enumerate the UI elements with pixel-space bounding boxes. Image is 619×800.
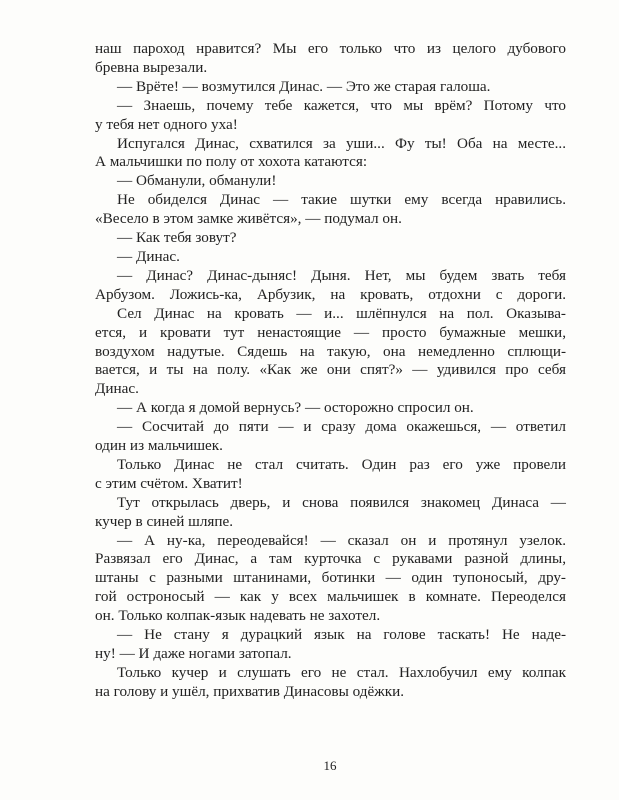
text-line: — Динас. — [117, 247, 180, 265]
text-line: один из мальчишек. — [95, 437, 223, 455]
text-line: — Динас? Динас-дыняс! Дыня. Нет, мы будем звать тебя — [117, 266, 566, 284]
text-line: наш пароход нравится? Мы его только что из целого дубового — [95, 40, 566, 57]
text-line: он. Только колпак-язык надевать не захотел. — [95, 607, 381, 625]
text-line: с этим счётом. Хватит! — [95, 474, 243, 492]
text-line: Динас. — [95, 380, 139, 398]
text-line: кучер в синей шляпе. — [95, 512, 234, 530]
text-line: ну! — И даже ногами затопал. — [95, 645, 292, 662]
text-line: А мальчишки по полу от хохота катаются: — [95, 153, 368, 171]
text-line: воздухом надутые. Сядешь на такую, она немедленно сплющи- — [95, 342, 566, 360]
text-line: — Знаешь, почему тебе кажется, что мы врём? Потому что — [117, 96, 566, 114]
text-line: — Не стану я дурацкий язык на голове таскать! Не наде- — [117, 626, 566, 644]
text-line: Арбузом. Ложись-ка, Арбузик, на кровать, отдохни с дороги. — [95, 285, 566, 303]
text-line: у тебя нет одного уха! — [95, 115, 238, 133]
text-line: Сел Динас на кровать — и... шлёпнулся на пол. Оказыва- — [117, 304, 566, 322]
text-line: штаны с разными штанинами, ботинки — один тупоносый, дру- — [95, 569, 566, 587]
text-line: на голову и ушёл, прихватив Динасовы одёжки. — [95, 682, 405, 700]
text-line: — Врёте! — возмутился Динас. — Это же старая галоша. — [117, 77, 491, 95]
text-line: гой остроносый — как у всех мальчишек в комнате. Переоделся — [95, 588, 566, 606]
text-line: Только Динас не стал считать. Один раз его уже провели — [117, 455, 566, 473]
text-line: — А ну-ка, переодевайся! — сказал он и протянул узелок. — [117, 531, 566, 549]
text-line: бревна вырезали. — [95, 58, 208, 76]
text-line: Тут открылась дверь, и снова появился знакомец Динаса — — [117, 493, 566, 511]
text-line: ется, и кровати тут ненастоящие — просто бумажные мешки, — [95, 323, 566, 341]
text-line: — Обманули, обманули! — [117, 172, 277, 190]
text-line: вается, и ты на полу. «Как же они спят?» — удивился про себя — [95, 361, 566, 379]
text-line: Только кучер и слушать его не стал. Нахлобучил ему колпак — [117, 663, 566, 681]
text-line: Не обиделся Динас — такие шутки ему всегда нравились. — [117, 191, 566, 209]
text-line: — Как тебя зовут? — [117, 229, 237, 247]
book-page-text — [95, 40, 566, 702]
text-line: Развязал его Динас, а там курточка с рукавами разной длины, — [95, 550, 566, 568]
text-line: Испугался Динас, схватился за уши... Фу ты! Оба на месте... — [117, 134, 566, 152]
text-line: — А когда я домой вернусь? — осторожно спросил он. — [117, 399, 474, 417]
text-line: — Сосчитай до пяти — и сразу дома окажешься, — ответил — [117, 418, 566, 436]
text-line: «Весело в этом замке живётся», — подумал он. — [95, 210, 402, 228]
page-number: 16 — [323, 758, 337, 773]
